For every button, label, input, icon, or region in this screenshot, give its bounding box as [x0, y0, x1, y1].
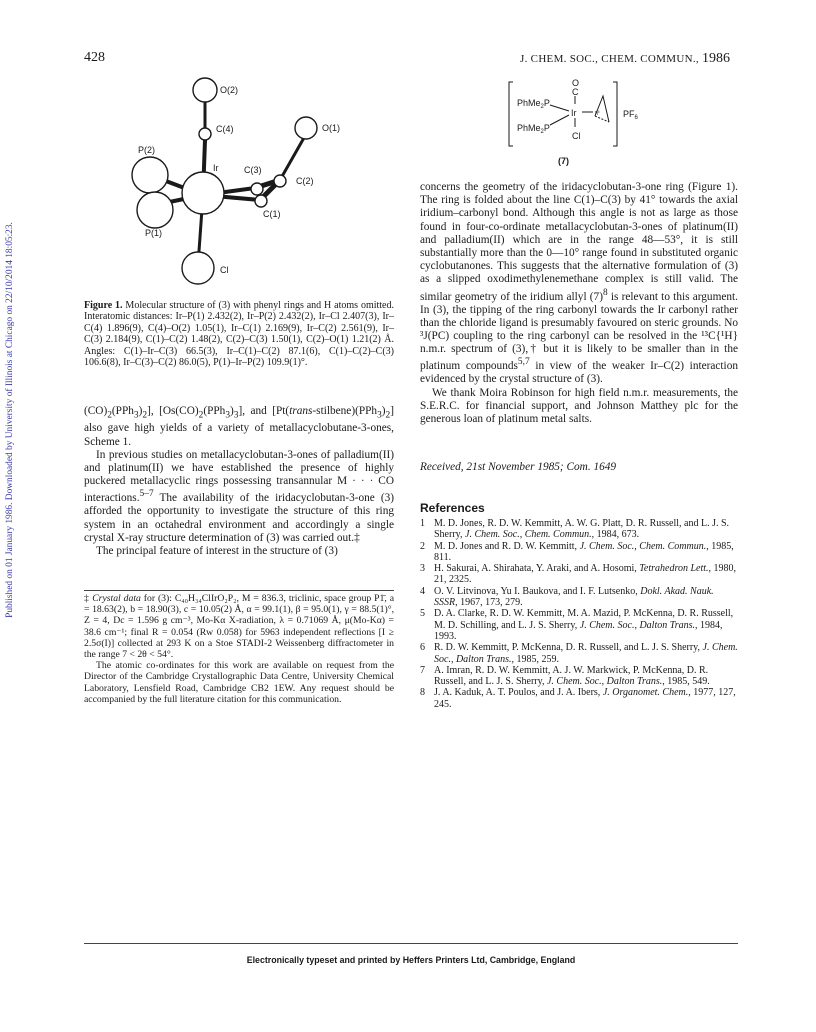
received-line: Received, 21st November 1985; Com. 1649 [420, 461, 617, 473]
reference-citation: , 1977, 127, 245. [434, 687, 736, 710]
label-o1: O(1) [322, 123, 340, 133]
c7-ligand1: PhMe$_2$P [517, 98, 550, 110]
reference-citation: , 1985, 549. [662, 676, 710, 688]
c7-ligand2: PhMe$_2$P [517, 123, 550, 135]
reference-authors: M. D. Jones and R. D. W. Kemmitt, [434, 540, 580, 552]
allyl-dash [595, 116, 609, 122]
acknowledgements: We thank Moira Robinson for high field n.m.r. measurements, the S.E.R.C. for financial support, and Johnson Matthey plc for the generous loan of platinum metal salts. [420, 386, 738, 425]
caption-text: Molecular structure of (3) with phenyl rings and H atoms omitted. Interatomic distances: Ir–P(1) 2.432(2), Ir–P(2) 2.432(2), Ir–Cl 2.407(3), Ir–C(4) 1.896(9), C(4)–O(2) 1.05(1), Ir–C(1) 2.169(9), Ir–C(2) 2.561(9), Ir–C(3) 2.184(9), C(1)–C(2) 1.48(2), C(2)–C(3) 1.50(1), C(2)–O(1) 1.21(2) Å. Angles: C(1)–Ir–C(3) 66.5(3), Ir–C(1)–C(2) 87.1(6), C(1)–C(2)–C(3) 106.6(8), Ir–C(3)–C(2) 86.0(5), P(1)–Ir–P(2) 109.9(1)°. [84, 300, 394, 369]
c7-o: O [572, 78, 580, 88]
footer-rule [84, 943, 738, 944]
bracket-right [613, 82, 617, 146]
label-cl: Cl [220, 265, 229, 275]
atom-p1 [137, 192, 173, 228]
reference-item [420, 665, 738, 688]
atom-o1 [295, 117, 317, 139]
reference-journal: J. Chem. Soc., Dalton Trans. [434, 642, 738, 665]
reference-journal: J. Chem. Soc., Dalton Trans. [546, 676, 663, 688]
atom-c1 [255, 195, 267, 207]
c7-ir: Ir [571, 108, 577, 118]
bond-ir-p-upper [550, 105, 569, 111]
reference-number: 8 [420, 687, 425, 699]
figure1-structure [120, 70, 350, 290]
compound-7-structure [505, 74, 665, 174]
download-notice-text: Published on 01 January 1986. Downloaded by University of Illinois at Chicago on 22/10/2014 18:05:23. [5, 222, 15, 618]
figure1-caption [84, 300, 394, 368]
reference-journal: J. Organomet. Chem. [602, 687, 689, 699]
printer-credit: Electronically typeset and printed by Heffers Printers Ltd, Cambridge, England [246, 955, 576, 965]
bracket-left [509, 82, 513, 146]
left-paragraph-1: $(CO)_2(PPh_3)_2$], $[Os(CO)_2(PPh_3)_3]$, and $[Pt(trans-stilbene)(PPh_3)_2]$ also gave high yields of a variety of metallacyclobutane-3-ones, Scheme 1. [84, 405, 394, 448]
footnote [84, 593, 394, 705]
reference-authors: O. V. Litvinova, Yu I. Baukova, and I. F. Lutsenko, [434, 585, 641, 597]
reference-authors: M. D. Jones, R. D. W. Kemmitt, A. W. G. Platt, D. R. Russell, and L. J. S. Sherry, [434, 518, 730, 541]
reference-item [420, 642, 738, 665]
reference-citation: , 1980, 21, 2325. [434, 563, 737, 586]
download-notice [3, 180, 17, 660]
reference-number: 7 [420, 664, 425, 676]
atom-c3 [251, 183, 263, 195]
atom-c4 [199, 128, 211, 140]
reference-journal: Tetrahedron Lett. [639, 563, 709, 575]
journal-year: 1986 [701, 51, 730, 66]
label-c3: C(3) [244, 165, 262, 175]
reference-item [420, 586, 738, 609]
atom-ir [182, 172, 224, 214]
label-p1: P(1) [145, 228, 163, 238]
crystal-data-note: ‡ Crystal data for (3): C₄₀H₃₄ClIrO₂P₂, M = 836.3, triclinic, space group P1̄, a = 18.63(2), b = 18.90(3), c = 10.05(2) Å, α = 99.1(1), β = 95.0(1), γ = 88.5(1)°, Z = 4, Dc = 1.596 g cm⁻³, Mo-Kα X-radiation, λ = 0.71069 Å, μ(Mo-Kα) = 38.6 cm⁻¹; final R = 0.054 (Rw 0.058) for 5963 independent reflections [I ≥ 2.5σ(I)] collected at 293 K on a Stoe STADI-2 Weissenberg diffractometer in the range 7 < 2θ < 54°. [84, 593, 395, 661]
reference-authors: J. A. Kaduk, A. T. Poulos, and J. A. Ibers, [434, 687, 603, 699]
coordinates-note: The atomic co-ordinates for this work are available on request from the Director of the Cambridge Crystallographic Data Centre, University Chemical Laboratory, Lensfield Road, Cambridge CB2 1EW. Any request should be accompanied by the full literature citation for this communication. [84, 660, 394, 705]
label-p2: P(2) [138, 145, 156, 155]
reference-item [420, 563, 738, 586]
label-ir: Ir [213, 163, 219, 173]
label-c2: C(2) [296, 176, 314, 186]
allyl-ligand [595, 96, 609, 122]
c7-c: C [572, 87, 579, 97]
references-heading: References [420, 501, 485, 515]
label-o2: O(2) [220, 85, 238, 95]
footnote-rule [84, 590, 394, 591]
references-list [420, 518, 738, 710]
left-paragraph-3: The principal feature of interest in the structure of (3) [96, 545, 338, 558]
reference-citation: , 1984, 673. [591, 529, 640, 541]
bond-c2-o1 [280, 136, 305, 180]
reference-authors: H. Sakurai, A. Shirahata, Y. Araki, and A. Hosomi, [434, 563, 640, 575]
reference-number: 6 [420, 642, 425, 654]
bond-ir-p-lower [550, 115, 569, 125]
reference-citation: , 1984, 1993. [434, 619, 723, 642]
reference-citation: , 1985, 811. [434, 540, 734, 563]
c7-cl: Cl [572, 131, 581, 141]
reference-item [420, 687, 738, 710]
left-paragraph-2: In previous studies on metallacyclobutan-3-ones of palladium(II) and platinum(II) we have established the presence of highly puckered metallacyclic rings possessing transannular M · · · CO interactions.$^{5-7}$ The availability of the iridacyclobutan-3-one (3) afforded the opportunity to investigate the structure of this ring system in an octahedral environment and accordingly a single crystal X-ray structure determination of (3) was carried out.‡ [84, 448, 394, 544]
reference-authors: A. Imran, R. D. W. Kemmitt, A. J. W. Markwick, P. McKenna, D. R. Russell, and L. J. S. Sherry, [434, 664, 709, 688]
reference-number: 1 [420, 518, 425, 529]
reference-citation: , 1985, 259. [511, 653, 560, 665]
reference-item [420, 518, 738, 541]
reference-journal: J. Chem. Soc., Chem. Commun. [579, 540, 707, 552]
reference-citation: , 1967, 173, 279. [455, 597, 523, 609]
reference-authors: R. D. W. Kemmitt, P. McKenna, D. R. Russell, and L. J. S. Sherry, [434, 642, 703, 654]
c7-pf6: $PF_6$ [623, 109, 638, 121]
atom-p2 [132, 157, 168, 193]
atom-c2 [274, 175, 286, 187]
caption-label: Figure 1. [84, 300, 123, 311]
atom-cl [182, 252, 214, 284]
reference-number: 2 [420, 540, 425, 552]
right-column [420, 181, 738, 426]
right-paragraph-1: concerns the geometry of the iridacyclobutan-3-one ring (Figure 1). The ring is folded about the line C(1)–C(3) by 41° towards the axial iridium–carbonyl bond. Although this angle is not as large as those found in four-co-ordinate metallacyclobutan-3-ones of platinum(II) and palladium(II) which are in the range 48—53°, it is still substantially more than the 0—10° range found in substituted organic cyclobutanones. This suggests that the alternative formulation of (3) as a slipped oxodimethylenemethane complex is still valid. The similar geometry of the iridium allyl $(7)^8$ is relevant to this argument. In (3), the tipping of the ring carbonyl towards the Ir carbonyl rather than the chloride ligand is presumably favoured on steric grounds. No ³J(PC) coupling to the ring carbonyl can be resolved in the ¹³C{¹H} n.m.r. spectrum of (3),† but it is likely to be smaller than in the platinum compounds$^{5,7}$ in view of the weaker Ir–C(2) interaction evidenced by the crystal structure of (3). [420, 181, 738, 386]
reference-item [420, 608, 738, 642]
reference-journal: Dokl. Akad. Nauk. SSSR [434, 585, 714, 609]
atom-o2 [193, 78, 217, 102]
reference-item [420, 541, 738, 564]
journal-name: J. CHEM. SOC., CHEM. COMMUN., [520, 53, 699, 65]
reference-number: 5 [420, 608, 425, 620]
reference-number: 4 [420, 585, 425, 597]
reference-number: 3 [420, 563, 425, 575]
left-column [84, 405, 394, 558]
label-c4: C(4) [216, 124, 234, 134]
c7-label: (7) [558, 156, 569, 166]
reference-authors: D. A. Clarke, R. D. W. Kemmitt, M. A. Mazid, P. McKenna, D. R. Russell, M. D. Schilling, and L. J. S. Sherry, [434, 608, 734, 631]
c7-hapticity: η³ [595, 110, 600, 116]
reference-journal: J. Chem. Soc., Dalton Trans. [579, 619, 696, 631]
running-header [520, 51, 730, 67]
label-c1: C(1) [263, 209, 281, 219]
reference-journal: J. Chem. Soc., Chem. Commun. [465, 529, 592, 541]
page-number: 428 [84, 50, 105, 65]
